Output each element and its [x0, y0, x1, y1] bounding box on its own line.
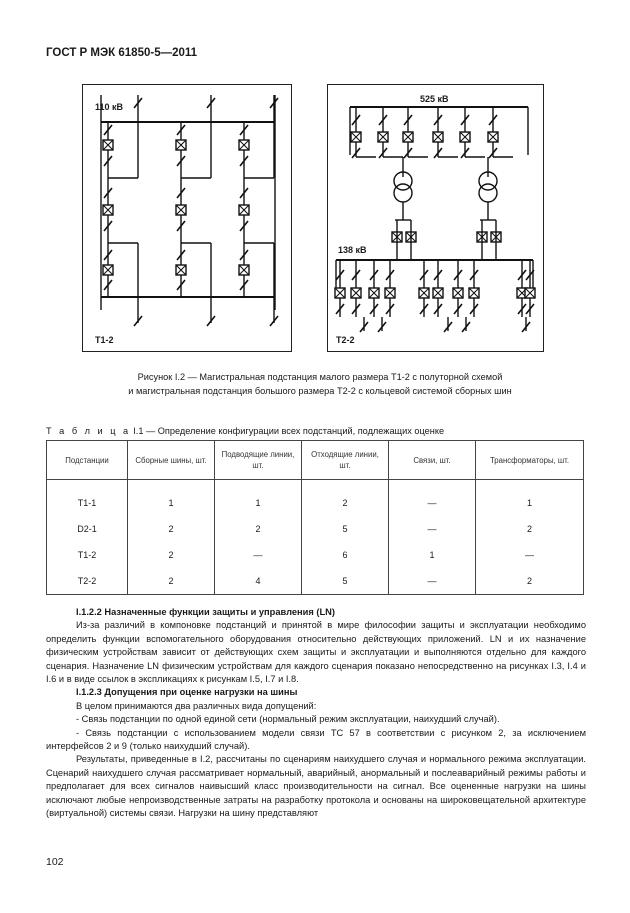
voltage-label-525: 525 кВ [420, 94, 449, 104]
col-header: Отходящие линии, шт. [302, 441, 389, 480]
table-cell: 6 [302, 542, 389, 568]
table-cell: 4 [215, 568, 302, 595]
table-cell: 1 [476, 490, 584, 516]
col-header: Подводящие линии, шт. [215, 441, 302, 480]
table-row [47, 568, 584, 595]
ring-bus-diagram [328, 85, 543, 351]
table-cell: 2 [128, 542, 215, 568]
table-row [47, 490, 584, 516]
figure-label-t2-2: Т2-2 [336, 335, 355, 345]
paragraph: Результаты, приведенные в I.2, рассчитаны по сценариям наихудшего случая и нормального режима эксплуатации. Сценарий наихудшего случая рассматривает нормальный, аварийный, анормальный и послеаварийный режимы работы и предполагает для всех сигналов наивысший класс производительности на сигнал. Все оцененные нагрузки на шины исключают любые непроизводственные затраты на разработку протокола и основаны на широковещательной архитектуре (виртуальной) системы связи. Нагрузки на шину представляют [46, 754, 586, 819]
paragraph: - Связь подстанции по одной единой сети (нормальный режим эксплуатации, наихудший случай). [76, 714, 500, 725]
table-cell: 5 [302, 516, 389, 542]
table-row [47, 542, 584, 568]
table-cell: Т2-2 [47, 568, 128, 595]
paragraph: Из-за различий в компоновке подстанций и принятой в мире философии защиты и эксплуатации необходимо определить функции вспомогательного оборудования относительно действующих приложений. LN и их назначение физическим устройствам зависит от действующих схем защиты и эксплуатации и выполняются отдельно для каждого сценария. Назначение LN физическим устройствам для каждого сценария показано непосредственно на рисунках I.3, I.4 и I.6 и в виде ссылок в экспликациях к рисункам I.5, I.7 и I.8. [46, 620, 586, 685]
col-header: Трансформаторы, шт. [476, 441, 584, 480]
table-cell: 1 [215, 490, 302, 516]
table-cell: — [476, 542, 584, 568]
paragraph: - Связь подстанции с использованием модели связи ТС 57 в соответствии с рисунком 2, за исключением интерфейсов 2 и 9 (только наихудший случай). [46, 727, 586, 752]
table-cell: 1 [389, 542, 476, 568]
table-cell: 2 [476, 516, 584, 542]
table-cell: — [215, 542, 302, 568]
document-header: ГОСТ Р МЭК 61850-5—2011 [46, 47, 198, 59]
table-cell: D2-1 [47, 516, 128, 542]
transformer-icon [479, 184, 497, 202]
table-cell: 2 [128, 516, 215, 542]
table-cell: Т1-1 [47, 490, 128, 516]
table-cell: 2 [476, 568, 584, 595]
table-cell: — [389, 490, 476, 516]
table-cell: Т1-2 [47, 542, 128, 568]
breaker-and-half-diagram [83, 85, 291, 351]
table-cell: — [389, 516, 476, 542]
table-cell: 5 [302, 568, 389, 595]
table-cell: — [389, 568, 476, 595]
table-row [47, 516, 584, 542]
table-cell: 2 [302, 490, 389, 516]
col-header: Сборные шины, шт. [128, 441, 215, 480]
caption-line-1: Рисунок I.2 — Магистральная подстанция малого размера Т1-2 с полуторной схемой [137, 372, 503, 382]
body-text [46, 606, 586, 821]
figure-t1-2 [82, 84, 292, 352]
configuration-table [46, 440, 584, 595]
table-title-prefix: Т а б л и ц а [46, 426, 131, 436]
table-cell: 2 [128, 568, 215, 595]
table-spacer-row [47, 480, 584, 491]
section-heading: I.1.2.2 Назначенные функции защиты и управления (LN) [76, 607, 335, 617]
transformer-icon [394, 184, 412, 202]
figure-caption [60, 370, 580, 398]
table-cell: 2 [215, 516, 302, 542]
voltage-label-110: 110 кВ [95, 102, 124, 112]
table-title-text: I.1 — Определение конфигурации всех подстанций, подлежащих оценке [130, 426, 445, 436]
page-number: 102 [46, 856, 64, 868]
section-heading: I.1.2.3 Допущения при оценке нагрузки на шины [76, 687, 298, 698]
caption-line-2: и магистральная подстанция большого размера Т2-2 с кольцевой системой сборных шин [128, 386, 512, 396]
col-header: Подстанции [47, 441, 128, 480]
figure-label-t1-2: Т1-2 [95, 335, 114, 345]
paragraph: В целом принимаются два различных вида допущений: [76, 700, 317, 711]
col-header: Связи, шт. [389, 441, 476, 480]
figure-t2-2 [327, 84, 544, 352]
table-header-row [47, 441, 584, 480]
table-title [46, 426, 444, 436]
voltage-label-138: 138 кВ [338, 245, 367, 255]
table-cell: 1 [128, 490, 215, 516]
